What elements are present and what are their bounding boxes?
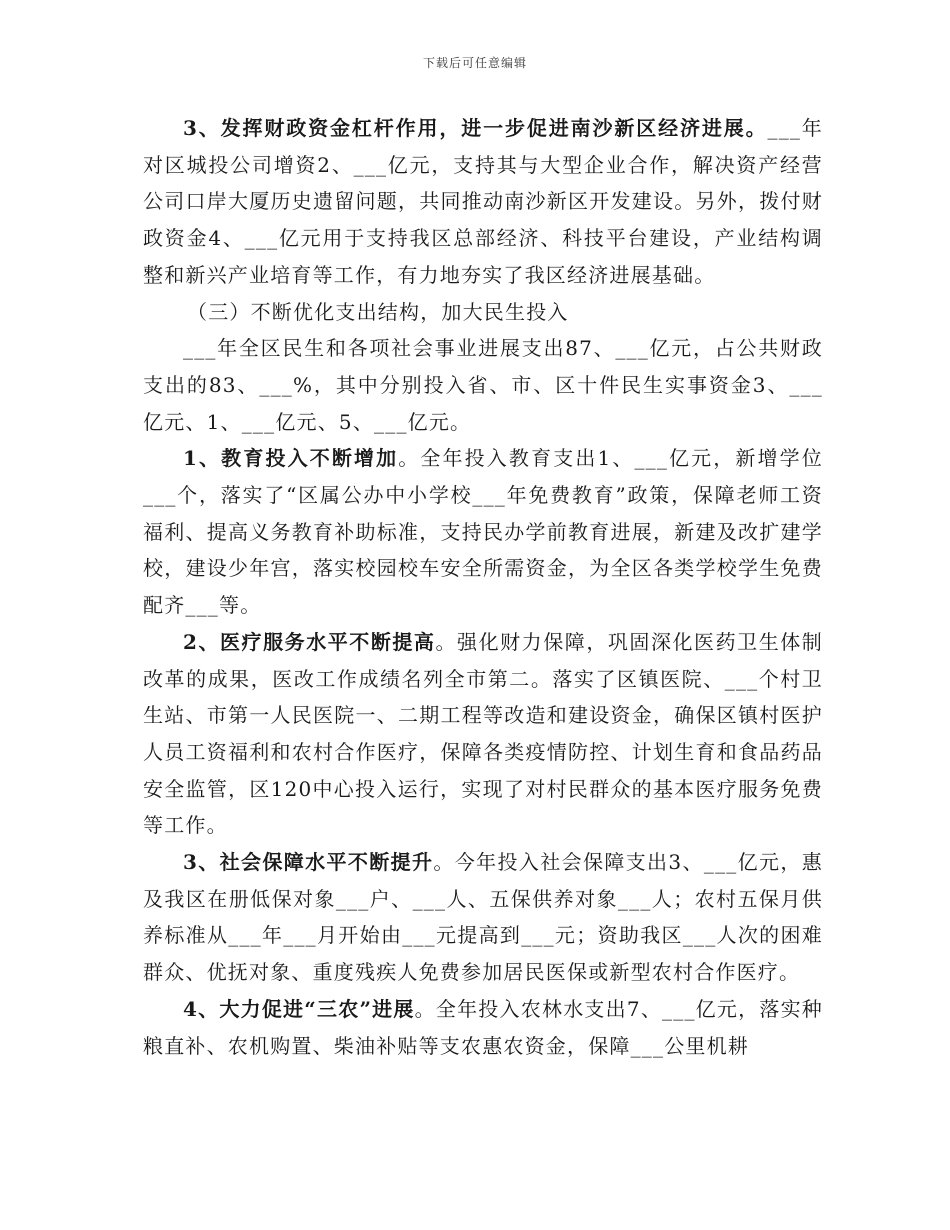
paragraph-text: 。强化财力保障，巩固深化医药卫生体制改革的成果，医改工作成绩名列全市第二。落实了区镇医院、___个村卫生站、市第一人民医院一、二期工程等改造和建设资金，确保区镇村医护人员工资福利和农村合作医疗，保障各类疫情防控、计划生育和食品药品安全监管，区120中心投入运行，实现了对村民群众的基本医疗服务免费等工作。 xyxy=(143,629,823,838)
paragraph-lead: 2、医疗服务水平不断提高 xyxy=(183,629,436,654)
paragraph-lead: 3、社会保障水平不断提升 xyxy=(183,850,434,875)
paragraph xyxy=(143,440,823,624)
paragraph-lead: 4、大力促进“三农”进展 xyxy=(183,996,415,1021)
paragraph xyxy=(143,624,823,844)
paragraph-text: ___年全区民生和各项社会事业进展支出87、___亿元，占公共财政支出的83、___%，其中分别投入省、市、区十件民生实事资金3、___亿元、1、___亿元、5、___亿元。 xyxy=(143,336,823,434)
page-header: 下载后可任意编辑 xyxy=(422,56,527,70)
paragraph-text: 。全年投入教育支出1、___亿元，新增学位___个，落实了“区属公办中小学校___年免费教育”政策，保障老师工资福利、提高义务教育补助标准，支持民办学前教育进展，新建及改扩建学校，建设少年宫，落实校园校车安全所需资金，为全区各类学校学生免费配齐___等。 xyxy=(143,446,823,618)
paragraph-text: 。今年投入社会保障支出3、___亿元，惠及我区在册低保对象___户、___人、五保供养对象___人；农村五保月供养标准从___年___月开始由___元提高到___元；资助我区___人次的困难群众、优抚对象、重度残疾人免费参加居民医保或新型农村合作医疗。 xyxy=(143,850,823,985)
document-body xyxy=(143,110,823,1064)
paragraph xyxy=(143,991,823,1064)
paragraph-text: ___年对区城投公司增资2、___亿元，支持其与大型企业合作，解决资产经营公司口岸大厦历史遗留问题，共同推动南沙新区开发建设。另外，拨付财政资金4、___亿元用于支持我区总部经济、科技平台建设，产业结构调整和新兴产业培育等工作，有力地夯实了我区经济进展基础。 xyxy=(143,116,823,287)
paragraph-lead: 3、发挥财政资金杠杆作用，进一步促进南沙新区经济进展。 xyxy=(183,116,768,140)
section-heading: （三）不断优化支出结构，加大民生投入 xyxy=(187,299,569,324)
paragraph-lead: 1、教育投入不断增加 xyxy=(183,446,399,471)
paragraph xyxy=(143,110,823,294)
paragraph-text: 。全年投入农林水支出7、___亿元，落实种粮直补、农机购置、柴油补贴等支农惠农资金，保障___公里机耕 xyxy=(143,996,823,1058)
paragraph xyxy=(143,330,823,440)
paragraph xyxy=(143,844,823,991)
